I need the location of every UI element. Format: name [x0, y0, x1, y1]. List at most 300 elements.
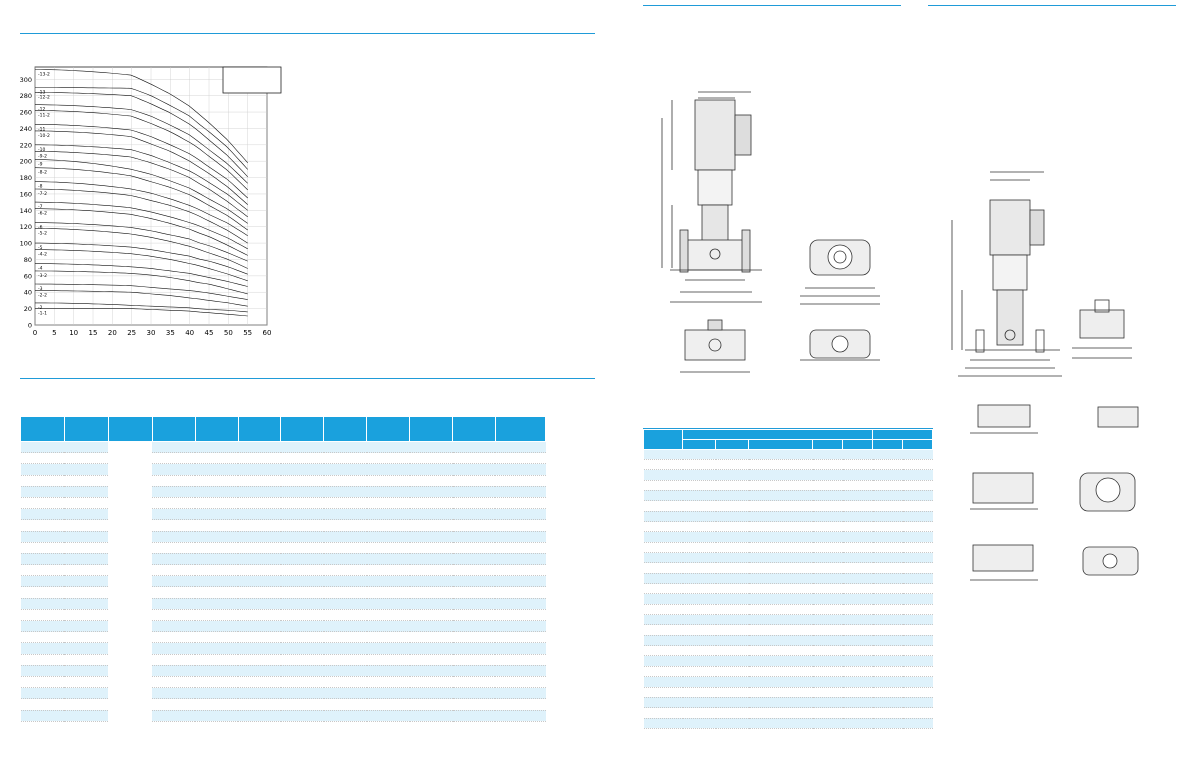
dim-value: [683, 573, 716, 583]
perf-model: [21, 486, 65, 497]
dim-model: [644, 563, 683, 573]
dim-model: [644, 542, 683, 552]
perf-motor-kw: [64, 699, 108, 710]
dim-value: [749, 656, 813, 666]
perf-table-row: [21, 665, 546, 676]
dim-col-model: [644, 430, 683, 450]
perf-head-value: [195, 509, 238, 520]
perf-head-value: [453, 598, 496, 609]
perf-motor-kw: [64, 453, 108, 464]
dim-value: [903, 604, 933, 614]
perf-head-value: [367, 509, 410, 520]
dim-value: [813, 501, 843, 511]
dim-model: [644, 635, 683, 645]
dim-value: [903, 708, 933, 718]
head-y-tick: 260: [19, 108, 32, 117]
dim-value: [683, 697, 716, 707]
perf-head-value: [152, 520, 195, 531]
head-curve-label: -9: [38, 162, 43, 168]
perf-motor-kw: [64, 576, 108, 587]
perf-head-value: [195, 464, 238, 475]
perf-head-value: [367, 486, 410, 497]
perf-head-value: [495, 676, 545, 687]
dim-value: [813, 718, 843, 728]
perf-head-value: [238, 486, 281, 497]
curve-title-rule: [20, 33, 595, 34]
perf-table-row: [21, 609, 546, 620]
perf-head-value: [195, 699, 238, 710]
dim-value: [683, 666, 716, 676]
dim-value: [749, 697, 813, 707]
perf-head-value: [281, 643, 324, 654]
dim-value: [903, 459, 933, 469]
dim-value: [813, 646, 843, 656]
perf-head-value: [324, 509, 367, 520]
dim-value: [813, 511, 843, 521]
dim-value: [903, 718, 933, 728]
perf-head-value: [152, 587, 195, 598]
head-x-tick: 5: [52, 329, 57, 337]
perf-head-value: [453, 531, 496, 542]
head-y-tick: 200: [19, 157, 32, 166]
head-curve-label: -6-2: [38, 211, 47, 217]
perf-head-value: [367, 464, 410, 475]
perf-head-value: [410, 553, 453, 564]
head-y-tick: 120: [19, 223, 32, 232]
perf-model: [21, 676, 65, 687]
perf-motor-kw: [64, 598, 108, 609]
perf-head-value: [324, 688, 367, 699]
dim-value: [749, 687, 813, 697]
perf-head-value: [195, 553, 238, 564]
dim-value: [903, 501, 933, 511]
perf-head-value: [195, 676, 238, 687]
perf-head-value: [195, 598, 238, 609]
perf-motor-kw: [64, 643, 108, 654]
dim-model: [644, 470, 683, 480]
perf-head-value: [453, 710, 496, 721]
perf-head-value: [367, 676, 410, 687]
dim-model: [644, 459, 683, 469]
yf-install-drawing: [640, 40, 1188, 380]
dim-value: [903, 532, 933, 542]
dim-value: [873, 573, 903, 583]
head-curve-label: -1-1: [38, 311, 47, 317]
dim-value: [843, 542, 873, 552]
dim-table-row: [644, 615, 933, 625]
perf-col-header: [281, 417, 324, 442]
dim-value: [843, 594, 873, 604]
perf-head-value: [367, 553, 410, 564]
perf-head-value: [281, 497, 324, 508]
head-y-tick: 100: [19, 239, 32, 248]
dim-value: [873, 459, 903, 469]
perf-head-value: [281, 621, 324, 632]
dim-table-row: [644, 646, 933, 656]
perf-head-value: [195, 497, 238, 508]
dim-model: [644, 573, 683, 583]
perf-head-value: [152, 531, 195, 542]
perf-head-value: [238, 587, 281, 598]
perf-head-value: [152, 442, 195, 453]
dim-model: [644, 687, 683, 697]
dim-value: [843, 677, 873, 687]
perf-head-value: [495, 464, 545, 475]
dim-value: [716, 459, 749, 469]
dim-value: [843, 708, 873, 718]
perf-head-value: [410, 643, 453, 654]
perf-head-value: [195, 486, 238, 497]
perf-head-value: [195, 531, 238, 542]
perf-table-row: [21, 453, 546, 464]
dim-value: [873, 522, 903, 532]
perf-head-value: [152, 665, 195, 676]
dim-value: [813, 470, 843, 480]
perf-head-value: [152, 553, 195, 564]
dim-value: [903, 656, 933, 666]
perf-head-value: [410, 688, 453, 699]
dim-value: [843, 490, 873, 500]
perf-head-value: [410, 531, 453, 542]
perf-model: [21, 688, 65, 699]
perf-table-row: [21, 587, 546, 598]
perf-head-value: [195, 710, 238, 721]
perf-head-value: [238, 520, 281, 531]
head-x-tick: 25: [127, 329, 137, 337]
head-curve: [35, 168, 248, 230]
perf-head-value: [281, 710, 324, 721]
dim-table-row: [644, 563, 933, 573]
dim-value: [683, 563, 716, 573]
dim-value: [903, 635, 933, 645]
perf-head-value: [324, 665, 367, 676]
dim-table-row: [644, 553, 933, 563]
head-curve: [35, 271, 248, 294]
dim-value: [716, 490, 749, 500]
perf-head-value: [495, 643, 545, 654]
dim-value: [873, 532, 903, 542]
dim-value: [749, 635, 813, 645]
perf-head-value: [367, 497, 410, 508]
perf-table-row: [21, 699, 546, 710]
perf-model: [21, 654, 65, 665]
dim-table-row: [644, 604, 933, 614]
dim-value: [683, 625, 716, 635]
dim-value: [683, 584, 716, 594]
dim-value: [843, 470, 873, 480]
perf-head-value: [453, 520, 496, 531]
dim-value: [873, 625, 903, 635]
perf-col-header: [152, 417, 195, 442]
perf-head-value: [410, 598, 453, 609]
perf-head-value: [238, 710, 281, 721]
perf-head-value: [410, 632, 453, 643]
dim-value: [749, 563, 813, 573]
dim-value: [843, 604, 873, 614]
perf-motor-kw: [64, 565, 108, 576]
perf-head-value: [324, 553, 367, 564]
dim-table-row: [644, 635, 933, 645]
dim-value: [843, 625, 873, 635]
dim-table-row: [644, 490, 933, 500]
perf-motor-kw: [64, 676, 108, 687]
perf-model: [21, 531, 65, 542]
perf-head-value: [453, 553, 496, 564]
perf-head-value: [453, 542, 496, 553]
dim-value: [683, 708, 716, 718]
perf-head-value: [152, 676, 195, 687]
perf-head-value: [281, 531, 324, 542]
dim-table-row: [644, 718, 933, 728]
dim-value: [683, 677, 716, 687]
perf-head-value: [152, 598, 195, 609]
perf-head-value: [238, 442, 281, 453]
perf-head-value: [238, 665, 281, 676]
dim-model: [644, 449, 683, 459]
dim-value: [716, 697, 749, 707]
perf-motor-kw: [64, 587, 108, 598]
head-curve-label: -8: [38, 184, 43, 190]
perf-head-value: [410, 676, 453, 687]
perf-head-value: [367, 643, 410, 654]
dim-value: [683, 532, 716, 542]
dim-value: [903, 470, 933, 480]
perf-head-value: [367, 654, 410, 665]
head-curve: [35, 291, 248, 307]
head-y-tick: 180: [19, 174, 32, 183]
dim-table-row: [644, 594, 933, 604]
dim-value: [813, 625, 843, 635]
dim-value: [843, 573, 873, 583]
dim-value: [903, 449, 933, 459]
head-y-tick: 140: [19, 206, 32, 215]
perf-model: [21, 609, 65, 620]
dim-table-row: [644, 708, 933, 718]
dim-value: [749, 646, 813, 656]
perf-head-value: [152, 497, 195, 508]
perf-head-value: [453, 632, 496, 643]
perf-col-header: [64, 417, 108, 442]
dim-value: [716, 553, 749, 563]
perf-head-value: [495, 587, 545, 598]
dim-value: [716, 522, 749, 532]
perf-head-value: [453, 643, 496, 654]
dim-subcol-header: [683, 439, 716, 449]
dim-value: [749, 553, 813, 563]
dim-value: [749, 615, 813, 625]
perf-head-value: [410, 520, 453, 531]
perf-head-value: [495, 475, 545, 486]
dim-value: [716, 501, 749, 511]
perf-head-value: [281, 453, 324, 464]
dim-table-row: [644, 532, 933, 542]
perf-motor-kw: [64, 632, 108, 643]
head-curve-label: -4: [38, 266, 43, 272]
dim-value: [843, 449, 873, 459]
dim-value: [873, 708, 903, 718]
perf-head-value: [453, 486, 496, 497]
dim-table-row: [644, 677, 933, 687]
perf-col-header: [495, 417, 545, 442]
perf-head-value: [453, 565, 496, 576]
perf-head-value: [195, 632, 238, 643]
perf-head-value: [238, 531, 281, 542]
perf-head-value: [453, 621, 496, 632]
perf-motor-kw: [64, 542, 108, 553]
dim-table-row: [644, 687, 933, 697]
perf-head-value: [281, 699, 324, 710]
head-curve-label: -10: [38, 147, 46, 153]
perf-head-value: [453, 609, 496, 620]
dim-value: [873, 490, 903, 500]
perf-motor-kw: [64, 520, 108, 531]
perf-head-value: [410, 486, 453, 497]
perf-head-value: [410, 497, 453, 508]
perf-head-value: [453, 665, 496, 676]
perf-head-value: [238, 576, 281, 587]
perf-head-value: [152, 464, 195, 475]
dim-value: [813, 459, 843, 469]
dim-value: [716, 584, 749, 594]
perf-head-value: [410, 609, 453, 620]
perf-head-value: [453, 464, 496, 475]
head-y-tick: 280: [19, 92, 32, 101]
dim-model: [644, 677, 683, 687]
perf-head-value: [367, 598, 410, 609]
head-curve-label: -2-2: [38, 293, 47, 299]
head-curve-label: -8-2: [38, 170, 47, 176]
perf-head-value: [238, 565, 281, 576]
perf-head-value: [410, 699, 453, 710]
dim-value: [716, 687, 749, 697]
perf-model: [21, 553, 65, 564]
dim-value: [716, 708, 749, 718]
perf-head-value: [238, 699, 281, 710]
dim-value: [683, 615, 716, 625]
head-curve-label: -11-2: [38, 113, 50, 119]
perf-head-value: [453, 442, 496, 453]
dim-value: [843, 718, 873, 728]
head-x-tick: 15: [88, 329, 98, 337]
perf-head-value: [281, 688, 324, 699]
perf-head-value: [281, 587, 324, 598]
head-y-tick: 80: [23, 255, 32, 264]
head-x-tick: 35: [165, 329, 175, 337]
dim-model: [644, 646, 683, 656]
perf-head-value: [495, 442, 545, 453]
perf-head-value: [410, 565, 453, 576]
dim-value: [813, 449, 843, 459]
dim-value: [813, 687, 843, 697]
perf-head-value: [152, 509, 195, 520]
head-y-tick: 160: [19, 190, 32, 199]
dim-value: [813, 480, 843, 490]
dim-value: [683, 635, 716, 645]
perf-head-value: [495, 542, 545, 553]
dim-value: [683, 501, 716, 511]
install-title-rule-1: [643, 5, 901, 6]
head-y-tick: 220: [19, 141, 32, 150]
dim-value: [749, 511, 813, 521]
perf-model: [21, 587, 65, 598]
dim-model: [644, 480, 683, 490]
perf-col-header: [453, 417, 496, 442]
dim-value: [813, 708, 843, 718]
dim-value: [683, 522, 716, 532]
perf-head-value: [195, 621, 238, 632]
perf-table-row: [21, 497, 546, 508]
perf-head-value: [367, 621, 410, 632]
head-curve: [35, 250, 248, 281]
dimension-weight-table: [643, 429, 933, 729]
perf-table-row: [21, 542, 546, 553]
perf-table-row: [21, 621, 546, 632]
dim-value: [749, 501, 813, 511]
perf-head-value: [152, 565, 195, 576]
dim-value: [873, 584, 903, 594]
head-x-tick: 10: [69, 329, 79, 337]
dim-value: [843, 563, 873, 573]
dim-value: [716, 625, 749, 635]
perf-table-row: [21, 598, 546, 609]
head-curve-label: -5: [38, 246, 43, 252]
perf-col-header: [238, 417, 281, 442]
perf-motor-kw: [64, 486, 108, 497]
dim-value: [903, 594, 933, 604]
dim-value: [683, 459, 716, 469]
perf-head-value: [410, 576, 453, 587]
perf-head-value: [238, 621, 281, 632]
head-y-tick: 300: [19, 75, 32, 84]
perf-head-value: [238, 542, 281, 553]
head-curve-label: -11: [38, 127, 46, 133]
perf-head-value: [324, 486, 367, 497]
dim-model: [644, 656, 683, 666]
perf-head-value: [238, 598, 281, 609]
perf-head-value: [324, 531, 367, 542]
perf-head-value: [495, 632, 545, 643]
dim-value: [716, 646, 749, 656]
perf-motor-kw: [64, 442, 108, 453]
dim-value: [843, 646, 873, 656]
perf-table-row: [21, 442, 546, 453]
perf-head-value: [195, 520, 238, 531]
head-curve-label: -6: [38, 225, 43, 231]
dim-subcol-header: [873, 439, 903, 449]
head-curve-label: -12: [38, 107, 46, 113]
dim-value: [873, 511, 903, 521]
perf-head-value: [495, 553, 545, 564]
dim-value: [716, 718, 749, 728]
dim-subcol-header: [903, 439, 933, 449]
dim-value: [873, 615, 903, 625]
perf-motor-kw: [64, 531, 108, 542]
dim-value: [903, 542, 933, 552]
perf-head-value: [238, 688, 281, 699]
perf-head-value: [453, 676, 496, 687]
dim-subcol-header: [716, 439, 749, 449]
perf-head-value: [367, 699, 410, 710]
perf-head-value: [324, 576, 367, 587]
dim-value: [843, 532, 873, 542]
perf-head-value: [324, 587, 367, 598]
perf-head-value: [324, 475, 367, 486]
perf-head-value: [152, 542, 195, 553]
perf-head-value: [195, 609, 238, 620]
perf-head-value: [367, 710, 410, 721]
dim-table-row: [644, 666, 933, 676]
dim-value: [843, 553, 873, 563]
